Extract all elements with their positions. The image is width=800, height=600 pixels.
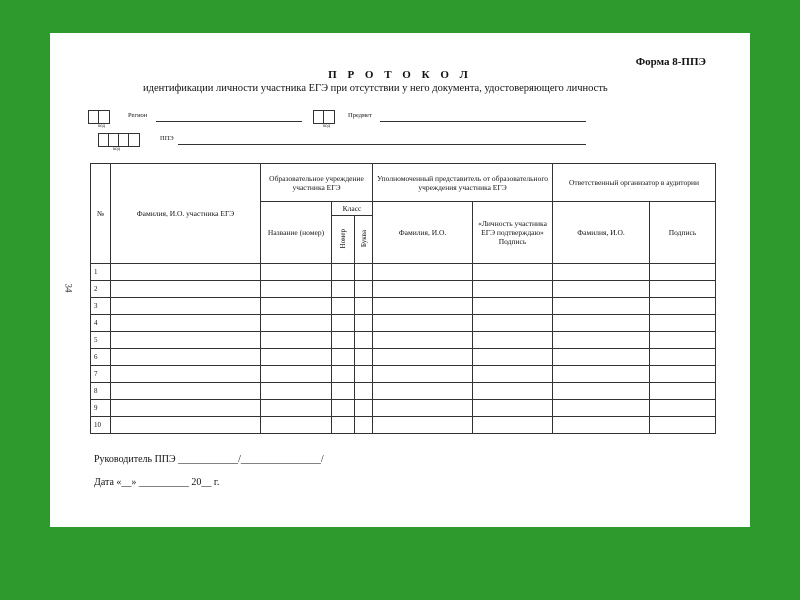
- table-cell[interactable]: [261, 281, 332, 298]
- table-cell[interactable]: [650, 417, 716, 434]
- table-cell[interactable]: [111, 400, 261, 417]
- table-cell[interactable]: [650, 349, 716, 366]
- table-cell[interactable]: [111, 298, 261, 315]
- header-class-number: Номер: [332, 216, 355, 264]
- table-cell[interactable]: [355, 349, 373, 366]
- table-cell[interactable]: [473, 281, 553, 298]
- table-cell[interactable]: [373, 315, 473, 332]
- form-code: Форма 8-ППЭ: [635, 56, 706, 68]
- header-rep-confirm: «Личность участника ЕГЭ подтверждаю» Подпись: [473, 202, 553, 264]
- table-cell[interactable]: [553, 366, 650, 383]
- table-cell[interactable]: [332, 383, 355, 400]
- region-label: Регион: [128, 112, 148, 119]
- table-cell[interactable]: [553, 400, 650, 417]
- table-cell[interactable]: [111, 349, 261, 366]
- table-cell[interactable]: [332, 315, 355, 332]
- table-cell[interactable]: [553, 264, 650, 281]
- table-cell[interactable]: [111, 366, 261, 383]
- document-subtitle: идентификации личности участника ЕГЭ при отсутствии у него документа, удостоверяющего личность: [143, 83, 608, 94]
- ppe-label: ППЭ: [160, 135, 174, 142]
- header-representative: Уполномоченный представитель от образовательного учреждения участника ЕГЭ: [373, 164, 553, 202]
- table-cell[interactable]: [373, 349, 473, 366]
- table-cell[interactable]: [355, 298, 373, 315]
- table-row: [91, 417, 716, 434]
- table-cell[interactable]: [332, 366, 355, 383]
- table-cell[interactable]: [473, 366, 553, 383]
- header-org-name: Фамилия, И.О.: [553, 202, 650, 264]
- row-number: 7: [91, 366, 111, 383]
- table-cell[interactable]: [355, 400, 373, 417]
- table-cell[interactable]: [650, 400, 716, 417]
- table-cell[interactable]: [261, 264, 332, 281]
- table-cell[interactable]: [261, 315, 332, 332]
- header-edu-name: Название (номер): [261, 202, 332, 264]
- header-organizer: Ответственный организатор в аудитории: [553, 164, 716, 202]
- ppe-code-caption: код: [113, 147, 121, 152]
- subject-code-caption: код: [323, 124, 331, 129]
- table-cell[interactable]: [373, 400, 473, 417]
- table-cell[interactable]: [473, 298, 553, 315]
- table-cell[interactable]: [553, 315, 650, 332]
- row-number: 6: [91, 349, 111, 366]
- table-cell[interactable]: [355, 315, 373, 332]
- region-code-caption: код: [98, 124, 106, 129]
- table-cell[interactable]: [261, 332, 332, 349]
- table-cell[interactable]: [355, 332, 373, 349]
- table-cell[interactable]: [332, 417, 355, 434]
- table-cell[interactable]: [473, 383, 553, 400]
- head-signature-line: Руководитель ППЭ ____________/________________/: [94, 454, 324, 465]
- row-number: 2: [91, 281, 111, 298]
- identification-table: [90, 163, 716, 434]
- table-row: [91, 332, 716, 349]
- table-cell[interactable]: [111, 281, 261, 298]
- table-cell[interactable]: [553, 383, 650, 400]
- table-cell[interactable]: [650, 281, 716, 298]
- table-cell[interactable]: [373, 383, 473, 400]
- header-participant-name: Фамилия, И.О. участника ЕГЭ: [111, 164, 261, 264]
- table-cell[interactable]: [355, 264, 373, 281]
- table-cell[interactable]: [650, 315, 716, 332]
- table-cell[interactable]: [332, 264, 355, 281]
- subject-label: Предмет: [348, 112, 372, 119]
- table-cell[interactable]: [332, 298, 355, 315]
- table-cell[interactable]: [650, 332, 716, 349]
- table-cell[interactable]: [332, 349, 355, 366]
- table-cell[interactable]: [111, 383, 261, 400]
- subject-code-boxes[interactable]: [313, 110, 335, 124]
- table-cell[interactable]: [373, 264, 473, 281]
- date-line: Дата «__» __________ 20__ г.: [94, 477, 220, 488]
- table-cell[interactable]: [261, 400, 332, 417]
- table-cell[interactable]: [553, 417, 650, 434]
- table-cell[interactable]: [473, 349, 553, 366]
- table-cell[interactable]: [261, 383, 332, 400]
- table-cell[interactable]: [261, 417, 332, 434]
- table-cell[interactable]: [373, 366, 473, 383]
- table-row: [91, 315, 716, 332]
- region-field[interactable]: [156, 121, 302, 122]
- table-cell[interactable]: [261, 366, 332, 383]
- row-number: 9: [91, 400, 111, 417]
- table-cell[interactable]: [553, 298, 650, 315]
- header-class-letter: Буква: [355, 216, 373, 264]
- table-cell[interactable]: [261, 349, 332, 366]
- table-cell[interactable]: [355, 417, 373, 434]
- table-cell[interactable]: [650, 264, 716, 281]
- table-cell[interactable]: [111, 264, 261, 281]
- table-cell[interactable]: [650, 298, 716, 315]
- table-cell[interactable]: [355, 366, 373, 383]
- table-cell[interactable]: [373, 332, 473, 349]
- table-row: [91, 366, 716, 383]
- ppe-field[interactable]: [178, 144, 586, 145]
- table-cell[interactable]: [473, 264, 553, 281]
- region-code-boxes[interactable]: [88, 110, 110, 124]
- table-cell[interactable]: [373, 298, 473, 315]
- table-row: [91, 281, 716, 298]
- row-number: 8: [91, 383, 111, 400]
- table-cell[interactable]: [111, 417, 261, 434]
- table-cell[interactable]: [473, 332, 553, 349]
- row-number: 3: [91, 298, 111, 315]
- header-edu-institution: Образовательное учреждение участника ЕГЭ: [261, 164, 373, 202]
- table-cell[interactable]: [332, 400, 355, 417]
- table-row: [91, 298, 716, 315]
- table-row: [91, 349, 716, 366]
- table-cell[interactable]: [373, 281, 473, 298]
- table-cell[interactable]: [111, 332, 261, 349]
- table-cell[interactable]: [553, 281, 650, 298]
- table-cell[interactable]: [473, 315, 553, 332]
- table-cell[interactable]: [261, 298, 332, 315]
- table-row: [91, 400, 716, 417]
- table-cell[interactable]: [473, 400, 553, 417]
- row-number: 4: [91, 315, 111, 332]
- table-cell[interactable]: [553, 332, 650, 349]
- row-number: 10: [91, 417, 111, 434]
- ppe-code-boxes[interactable]: [98, 133, 140, 147]
- table-cell[interactable]: [332, 281, 355, 298]
- table-cell[interactable]: [332, 332, 355, 349]
- header-class: Класс: [332, 202, 373, 216]
- table-cell[interactable]: [111, 315, 261, 332]
- page-number: 34: [63, 283, 74, 293]
- header-num: №: [91, 164, 111, 264]
- table-cell[interactable]: [355, 383, 373, 400]
- table-cell[interactable]: [650, 383, 716, 400]
- table-row: [91, 264, 716, 281]
- subject-field[interactable]: [380, 121, 586, 122]
- header-rep-name: Фамилия, И.О.: [373, 202, 473, 264]
- row-number: 1: [91, 264, 111, 281]
- table-row: [91, 383, 716, 400]
- document-title: П Р О Т О К О Л: [328, 69, 472, 81]
- row-number: 5: [91, 332, 111, 349]
- table-cell[interactable]: [373, 417, 473, 434]
- table-cell[interactable]: [355, 281, 373, 298]
- table-cell[interactable]: [650, 366, 716, 383]
- table-cell[interactable]: [553, 349, 650, 366]
- table-cell[interactable]: [473, 417, 553, 434]
- form-sheet: [50, 33, 750, 527]
- header-org-sign: Подпись: [650, 202, 716, 264]
